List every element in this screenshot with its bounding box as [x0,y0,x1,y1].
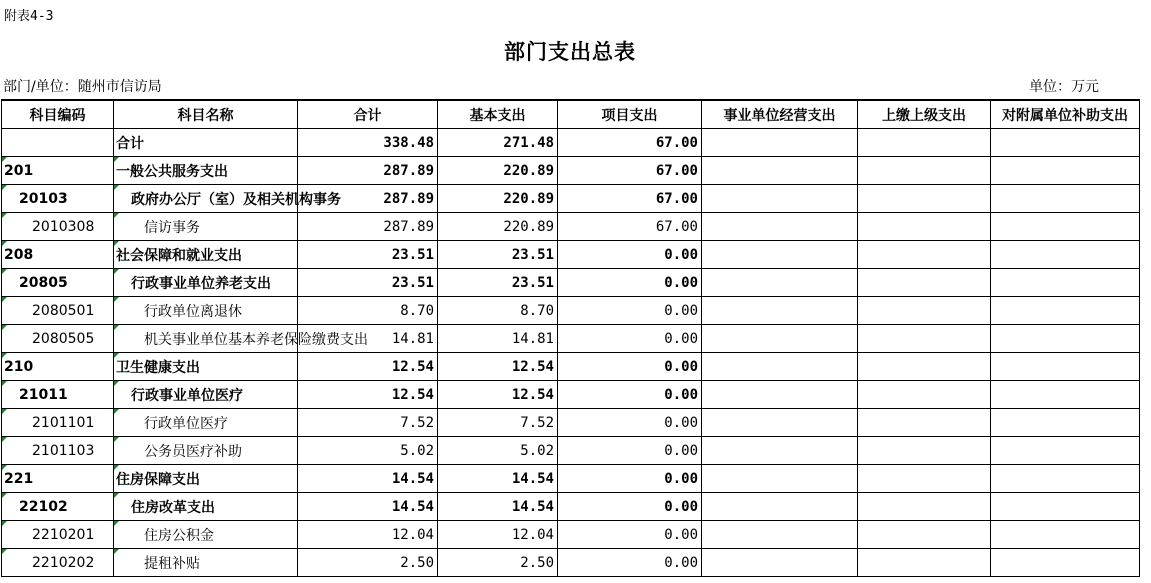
expenditure-table [1,99,1140,577]
cell-total: 7.52 [298,409,438,437]
cell-basic: 12.54 [438,353,558,381]
cell-subsidy [991,549,1140,577]
cell-project: 0.00 [558,409,702,437]
cell-basic: 12.54 [438,381,558,409]
cell-subsidy [991,465,1140,493]
cell-project: 0.00 [558,381,702,409]
cell-name: 住房改革支出 [114,493,298,521]
cell-name: 行政单位医疗 [114,409,298,437]
header-upper: 上缴上级支出 [858,100,991,129]
cell-subsidy [991,437,1140,465]
cell-basic: 220.89 [438,213,558,241]
cell-code: 2101101 [2,409,114,437]
table-row [2,213,1140,241]
cell-subsidy [991,269,1140,297]
cell-code: 210 [2,353,114,381]
cell-business [702,185,858,213]
cell-basic: 7.52 [438,409,558,437]
cell-upper [858,269,991,297]
unit-label: 单位：万元 [1029,79,1099,95]
cell-basic: 8.70 [438,297,558,325]
cell-basic: 2.50 [438,549,558,577]
department-label: 部门/单位：随州市信访局 [3,79,162,95]
cell-name: 信访事务 [114,213,298,241]
cell-upper [858,213,991,241]
cell-project: 67.00 [558,157,702,185]
cell-subsidy [991,493,1140,521]
cell-business [702,129,858,157]
cell-project: 67.00 [558,129,702,157]
table-row [2,269,1140,297]
cell-project: 0.00 [558,297,702,325]
cell-upper [858,241,991,269]
cell-basic: 271.48 [438,129,558,157]
cell-subsidy [991,381,1140,409]
cell-code: 221 [2,465,114,493]
cell-basic: 5.02 [438,437,558,465]
cell-code: 20103 [2,185,114,213]
table-body [2,129,1140,577]
cell-code [2,129,114,157]
table-row [2,521,1140,549]
cell-total: 338.48 [298,129,438,157]
cell-basic: 220.89 [438,185,558,213]
appendix-label: 附表4-3 [4,9,54,24]
cell-total: 287.89 [298,185,438,213]
cell-name: 提租补贴 [114,549,298,577]
header-name: 科目名称 [114,100,298,129]
cell-total: 14.54 [298,493,438,521]
cell-total: 5.02 [298,437,438,465]
cell-basic: 14.54 [438,493,558,521]
cell-upper [858,437,991,465]
cell-business [702,325,858,353]
cell-upper [858,353,991,381]
cell-project: 0.00 [558,493,702,521]
cell-upper [858,493,991,521]
cell-upper [858,381,991,409]
table-row [2,297,1140,325]
cell-total: 287.89 [298,157,438,185]
cell-basic: 220.89 [438,157,558,185]
cell-upper [858,129,991,157]
table-row [2,465,1140,493]
cell-basic: 23.51 [438,269,558,297]
cell-project: 0.00 [558,353,702,381]
header-subsidy: 对附属单位补助支出 [991,100,1140,129]
cell-total: 23.51 [298,241,438,269]
cell-upper [858,409,991,437]
cell-code: 2210202 [2,549,114,577]
header-project: 项目支出 [558,100,702,129]
table-row [2,493,1140,521]
page-title: 部门支出总表 [504,40,636,64]
cell-business [702,381,858,409]
cell-upper [858,157,991,185]
cell-total: 23.51 [298,269,438,297]
table-header-row [2,100,1140,129]
header-total: 合计 [298,100,438,129]
cell-basic: 12.04 [438,521,558,549]
cell-code: 22102 [2,493,114,521]
cell-subsidy [991,213,1140,241]
cell-business [702,437,858,465]
cell-code: 2080501 [2,297,114,325]
cell-project: 0.00 [558,269,702,297]
cell-name: 行政事业单位养老支出 [114,269,298,297]
cell-code: 2010308 [2,213,114,241]
cell-business [702,297,858,325]
cell-name: 卫生健康支出 [114,353,298,381]
cell-project: 67.00 [558,213,702,241]
table-row [2,325,1140,353]
cell-total: 8.70 [298,297,438,325]
cell-basic: 14.81 [438,325,558,353]
cell-subsidy [991,297,1140,325]
table-row [2,381,1140,409]
cell-subsidy [991,129,1140,157]
cell-project: 0.00 [558,325,702,353]
cell-project: 0.00 [558,241,702,269]
cell-project: 0.00 [558,549,702,577]
cell-basic: 23.51 [438,241,558,269]
cell-code: 201 [2,157,114,185]
cell-subsidy [991,353,1140,381]
cell-basic: 14.54 [438,465,558,493]
cell-name: 合计 [114,129,298,157]
cell-total: 14.81 [298,325,438,353]
cell-business [702,521,858,549]
table-row [2,129,1140,157]
cell-business [702,465,858,493]
cell-business [702,493,858,521]
cell-upper [858,297,991,325]
cell-code: 2080505 [2,325,114,353]
cell-business [702,241,858,269]
cell-subsidy [991,409,1140,437]
cell-name: 政府办公厅（室）及相关机构事务 [114,185,298,213]
cell-project: 0.00 [558,437,702,465]
cell-code: 2210201 [2,521,114,549]
table-row [2,241,1140,269]
cell-upper [858,325,991,353]
cell-total: 12.54 [298,353,438,381]
cell-business [702,157,858,185]
table-row [2,437,1140,465]
table-row [2,409,1140,437]
cell-upper [858,521,991,549]
cell-business [702,409,858,437]
cell-code: 208 [2,241,114,269]
cell-upper [858,549,991,577]
cell-project: 0.00 [558,465,702,493]
header-basic: 基本支出 [438,100,558,129]
table-row [2,353,1140,381]
cell-code: 21011 [2,381,114,409]
table-row [2,549,1140,577]
table-row [2,157,1140,185]
cell-name: 一般公共服务支出 [114,157,298,185]
header-code: 科目编码 [2,100,114,129]
cell-business [702,353,858,381]
cell-name: 行政事业单位医疗 [114,381,298,409]
cell-name: 住房公积金 [114,521,298,549]
cell-business [702,269,858,297]
cell-name: 行政单位离退休 [114,297,298,325]
cell-code: 20805 [2,269,114,297]
cell-business [702,213,858,241]
cell-total: 2.50 [298,549,438,577]
cell-subsidy [991,157,1140,185]
cell-subsidy [991,521,1140,549]
cell-upper [858,185,991,213]
header-business: 事业单位经营支出 [702,100,858,129]
table-row [2,185,1140,213]
cell-name: 住房保障支出 [114,465,298,493]
cell-project: 67.00 [558,185,702,213]
cell-code: 2101103 [2,437,114,465]
cell-total: 12.54 [298,381,438,409]
cell-upper [858,465,991,493]
cell-subsidy [991,185,1140,213]
cell-total: 12.04 [298,521,438,549]
cell-total: 287.89 [298,213,438,241]
cell-subsidy [991,325,1140,353]
cell-subsidy [991,241,1140,269]
cell-total: 14.54 [298,465,438,493]
cell-project: 0.00 [558,521,702,549]
cell-name: 社会保障和就业支出 [114,241,298,269]
cell-business [702,549,858,577]
cell-name: 机关事业单位基本养老保险缴费支出 [114,325,298,353]
cell-name: 公务员医疗补助 [114,437,298,465]
